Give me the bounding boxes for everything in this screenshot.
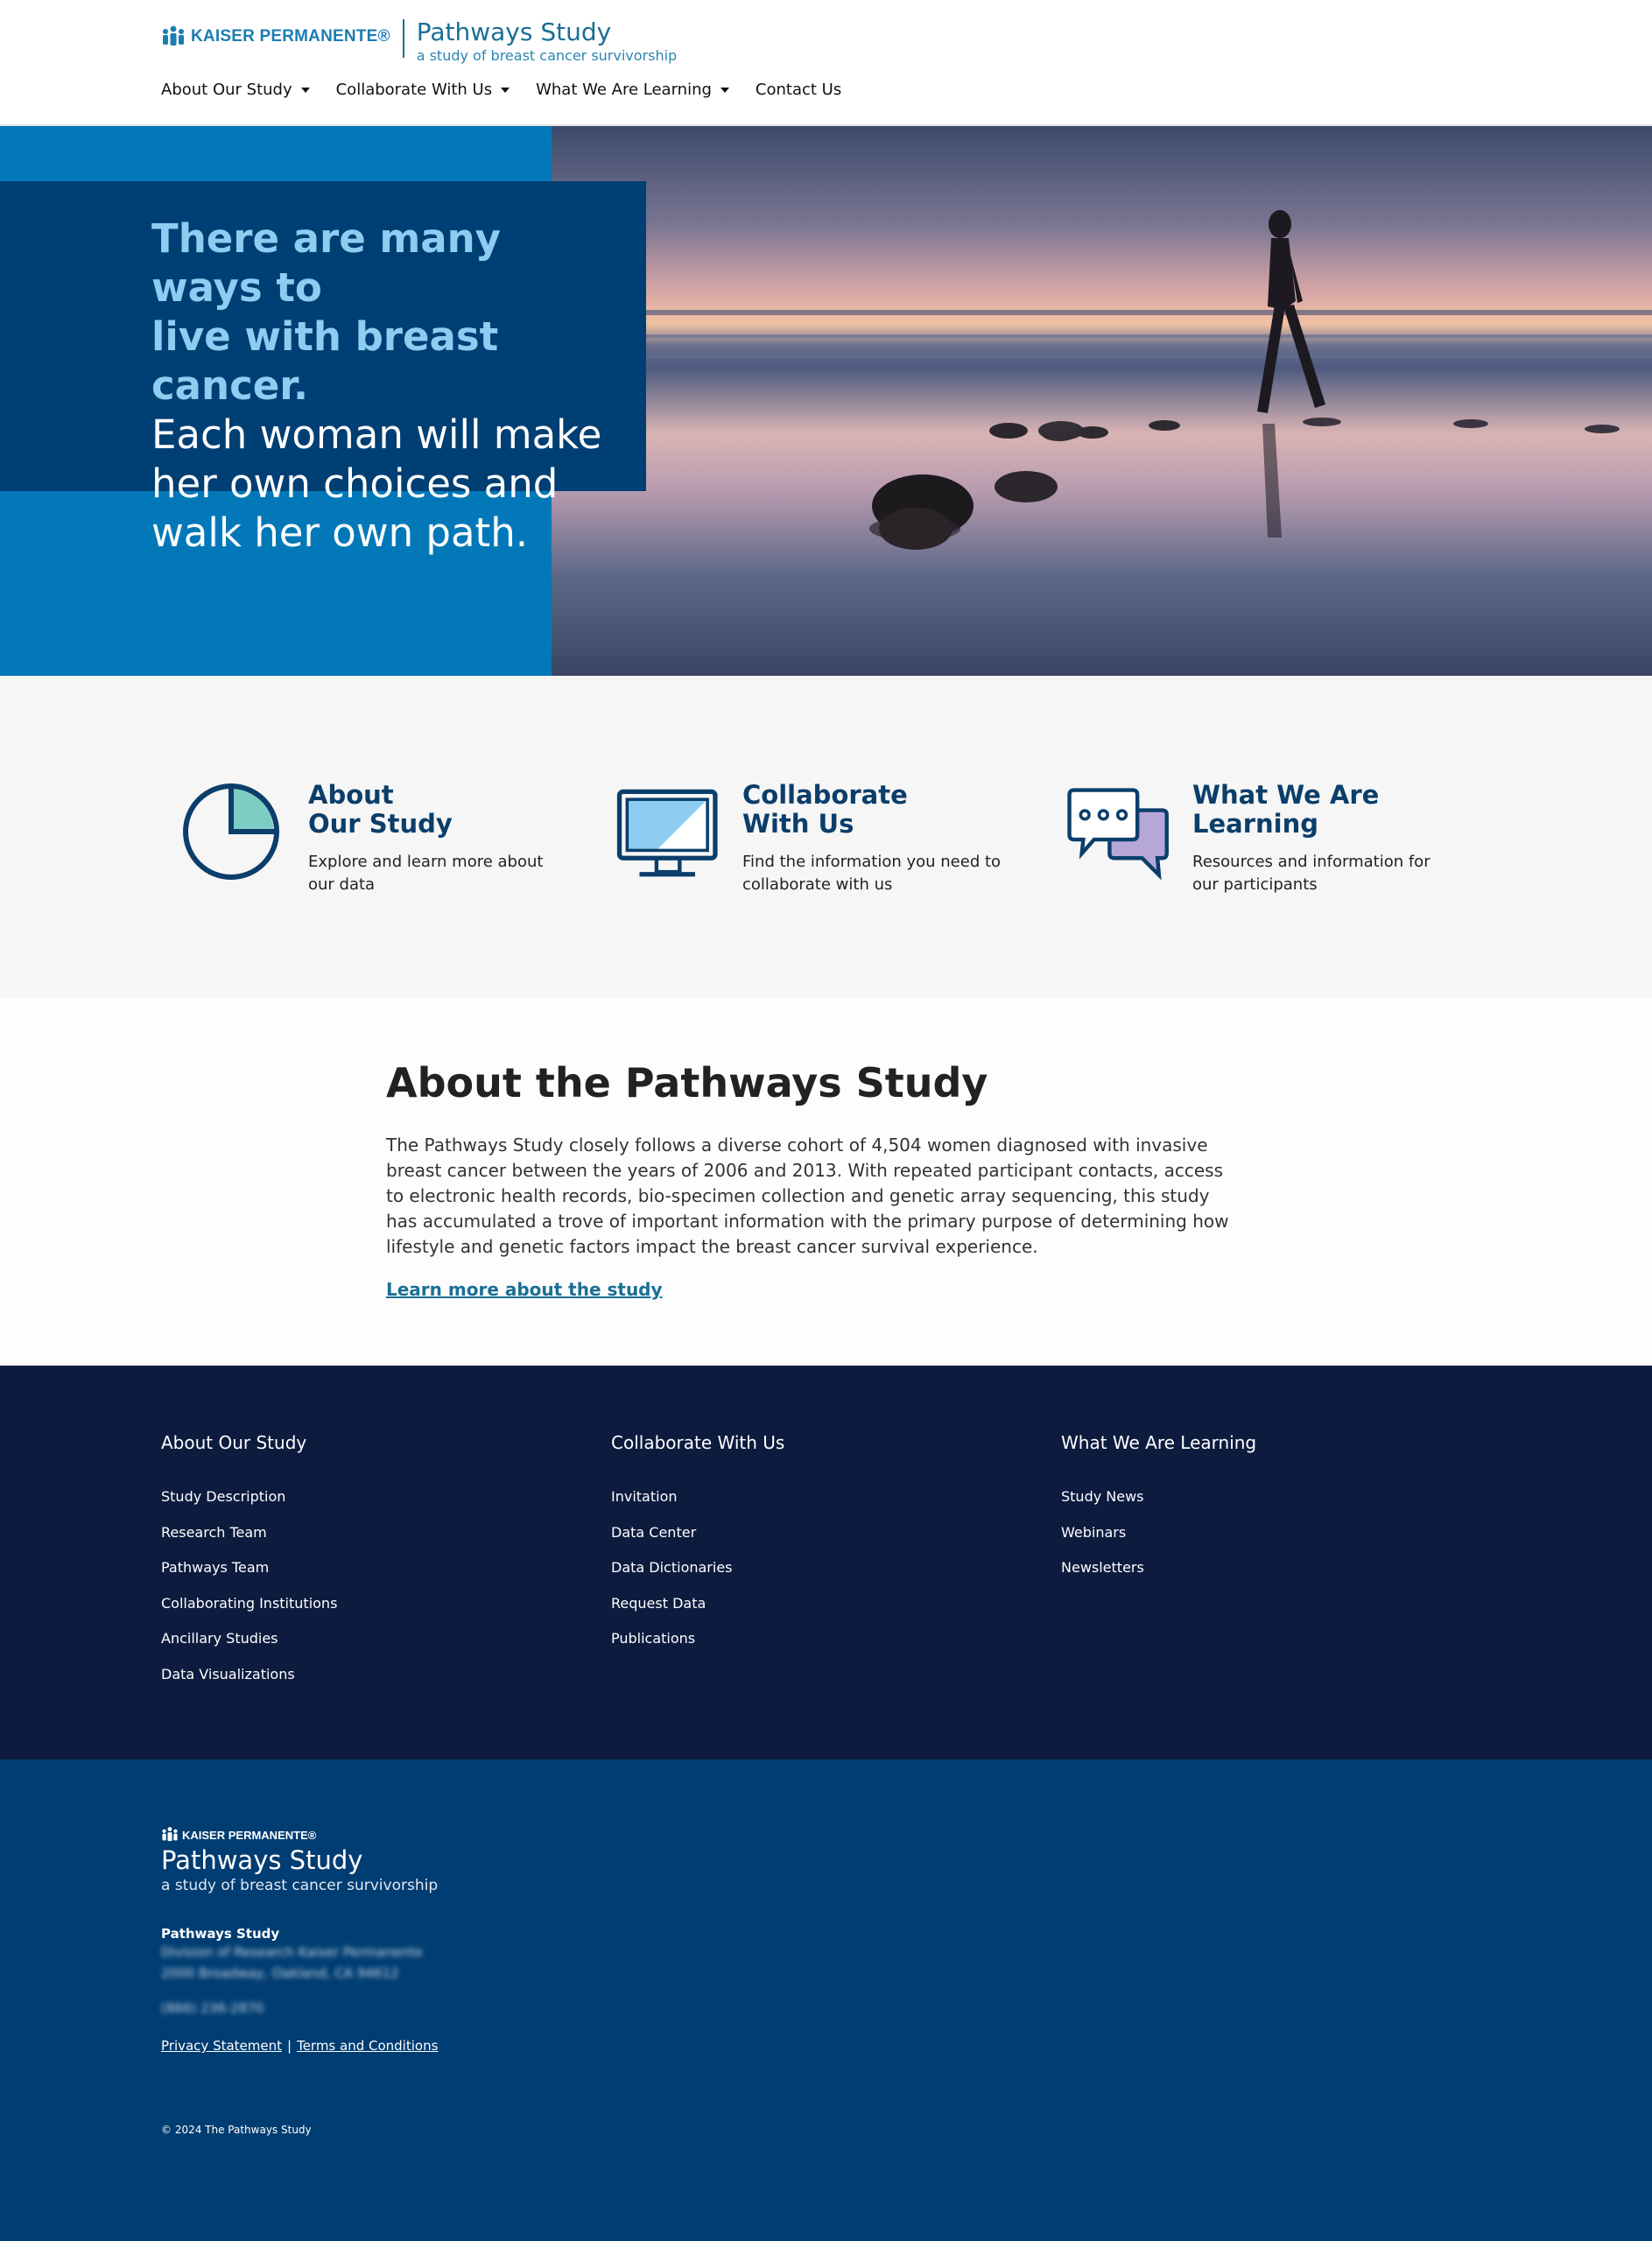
- footer-org-name: Pathways Study: [161, 1926, 280, 1942]
- copyright: © 2024 The Pathways Study: [161, 2124, 312, 2136]
- site-logo[interactable]: [161, 19, 677, 64]
- caret-down-icon: [721, 88, 729, 93]
- monitor-icon: [616, 781, 721, 886]
- privacy-statement-link[interactable]: Privacy Statement: [161, 2038, 283, 2054]
- kp-people-icon: [161, 1826, 179, 1844]
- nav-label: Collaborate With Us: [335, 81, 493, 99]
- footer-link[interactable]: Invitation: [611, 1488, 678, 1505]
- footer-column-collaborate: [611, 1432, 784, 1657]
- feature-title: Our Study: [308, 809, 453, 839]
- caret-down-icon: [301, 88, 310, 93]
- footer-link[interactable]: Newsletters: [1061, 1559, 1144, 1576]
- hero-beach-photo: [552, 126, 1652, 676]
- site-header: [0, 0, 1652, 126]
- hero-message-card: [0, 181, 646, 556]
- footer-column-about: [161, 1432, 337, 1692]
- footer-column-title: About Our Study: [161, 1432, 307, 1453]
- footer-legal-links: [161, 2038, 438, 2054]
- feature-title: What We Are: [1192, 780, 1380, 810]
- nav-collaborate-with-us[interactable]: [336, 81, 510, 99]
- footer-link[interactable]: Ancillary Studies: [161, 1630, 278, 1647]
- caret-down-icon: [501, 88, 510, 93]
- feature-title: Collaborate: [742, 780, 908, 810]
- about-paragraph: The Pathways Study closely follows a diverse cohort of 4,504 women diagnosed with invasive breast cancer between the years of 2006 and 2013. With repeated participant contacts, access to electronic health records, bio-specimen collection and genetic array sequencing, this study has accumulated a trove of important information with the primary purpose of determining how lifestyle and genetic factors impact the breast cancer survival experience.: [386, 1135, 1229, 1257]
- feature-title: About: [308, 780, 394, 810]
- hero-banner: [0, 126, 1652, 676]
- brand-divider: [403, 19, 404, 58]
- feature-description: Resources and information for our participants: [1192, 853, 1431, 894]
- footer-link[interactable]: Pathways Team: [161, 1559, 270, 1576]
- kp-wordmark: KAISER PERMANENTE®: [182, 1828, 317, 1842]
- footer-navigation: [0, 1366, 1652, 1760]
- nav-about-our-study[interactable]: [161, 81, 310, 99]
- feature-about-our-study[interactable]: [182, 781, 571, 896]
- nav-label: About Our Study: [161, 81, 292, 99]
- footer-link[interactable]: Publications: [611, 1630, 696, 1647]
- footer-link[interactable]: Data Visualizations: [161, 1665, 295, 1683]
- footer-phone: (866) 236-2870: [161, 2000, 264, 2016]
- footer-tagline: a study of breast cancer survivorship: [161, 1877, 439, 1894]
- feature-description: Find the information you need to collaborate with us: [742, 853, 1002, 894]
- feature-description: Explore and learn more about our data: [308, 853, 544, 894]
- kaiser-permanente-logo: [161, 25, 390, 49]
- footer-link[interactable]: Data Dictionaries: [611, 1559, 733, 1576]
- hero-headline-line: live with breast cancer.: [151, 313, 499, 409]
- terms-link[interactable]: Terms and Conditions: [297, 2038, 439, 2054]
- footer-link[interactable]: Research Team: [161, 1523, 267, 1541]
- beach-walker-image: [552, 126, 1652, 676]
- site-tagline: a study of breast cancer survivorship: [416, 47, 678, 64]
- footer-link[interactable]: Data Center: [611, 1523, 697, 1541]
- hero-subline: Each woman will make: [151, 411, 602, 458]
- footer-link[interactable]: Request Data: [611, 1594, 706, 1612]
- feature-title: Learning: [1192, 809, 1319, 839]
- nav-contact-us[interactable]: [756, 81, 841, 99]
- footer-link[interactable]: Webinars: [1061, 1523, 1127, 1541]
- feature-cards: [0, 676, 1652, 998]
- hero-headline-line: There are many ways to: [151, 215, 502, 311]
- legal-separator: |: [287, 2038, 292, 2054]
- footer-address-line: 2000 Broadway, Oakland, CA 94612: [161, 1965, 399, 1981]
- nav-label: Contact Us: [755, 81, 842, 99]
- pie-chart-icon: [182, 781, 287, 886]
- footer-link[interactable]: Collaborating Institutions: [161, 1594, 338, 1612]
- kp-wordmark: KAISER PERMANENTE®: [191, 27, 390, 46]
- feature-what-we-are-learning[interactable]: [1066, 781, 1455, 896]
- nav-what-we-are-learning[interactable]: [536, 81, 729, 99]
- feature-title: With Us: [742, 809, 854, 839]
- footer-link[interactable]: Study News: [1061, 1488, 1144, 1505]
- footer-link[interactable]: Study Description: [161, 1488, 286, 1505]
- kp-people-icon: [161, 25, 186, 49]
- footer-address-line: Division of Research Kaiser Permanente: [161, 1944, 423, 1960]
- footer-site-title: Pathways Study: [161, 1845, 363, 1875]
- site-title: Pathways Study: [416, 18, 612, 46]
- feature-collaborate-with-us[interactable]: [616, 781, 1005, 896]
- learn-more-link[interactable]: Learn more about the study: [386, 1279, 663, 1300]
- nav-label: What We Are Learning: [536, 81, 712, 99]
- hero-subline: walk her own path.: [151, 509, 529, 556]
- about-section: [0, 998, 1652, 1366]
- about-heading: About the Pathways Study: [386, 1059, 988, 1106]
- hero-subline: her own choices and: [151, 460, 559, 507]
- footer-column-title: Collaborate With Us: [611, 1432, 785, 1453]
- footer-bottom: [0, 1760, 1652, 2241]
- footer-column-title: What We Are Learning: [1061, 1432, 1257, 1453]
- chat-bubbles-icon: [1066, 781, 1171, 886]
- footer-column-learning: [1061, 1432, 1256, 1586]
- main-nav: [161, 81, 868, 99]
- footer-kp-logo: [161, 1826, 438, 1844]
